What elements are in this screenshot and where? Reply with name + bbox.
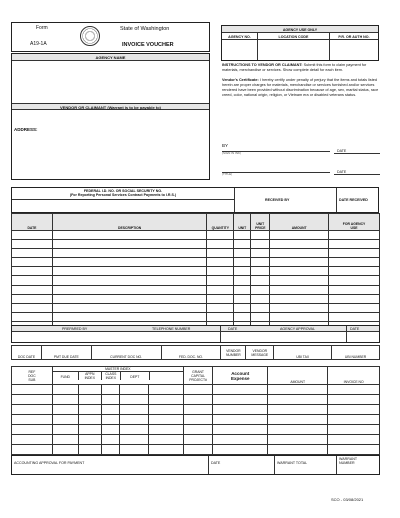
coding-cell[interactable] xyxy=(78,405,101,415)
line-item-cell[interactable] xyxy=(52,312,207,321)
title-label: (TITLE) xyxy=(222,172,233,176)
line-item-cell[interactable] xyxy=(52,240,207,249)
line-item-cell[interactable] xyxy=(329,249,380,258)
line-item-cell[interactable] xyxy=(12,285,53,294)
vendor-label: VENDOR OR CLAIMANT (Warrant is to be payable to) xyxy=(12,103,209,110)
coding-cell[interactable] xyxy=(213,445,268,455)
title-date-label: DATE xyxy=(337,170,347,174)
coding-cell[interactable] xyxy=(268,435,328,445)
coding-cell[interactable] xyxy=(101,435,120,445)
line-item-row xyxy=(12,231,380,240)
agency-no-field[interactable] xyxy=(222,40,258,60)
line-item-cell[interactable] xyxy=(12,312,53,321)
line-item-cell[interactable] xyxy=(207,294,234,303)
certificate-text: I hereby certify under penalty of perjury that the items and totals listed herein are proper charges for materials, merchandise or services furnished and/or services rendered have been provided without discrimination because of age, sex, marital status, race creed, color, national origin, religion, or Vietnam era or disabled veterans status. xyxy=(222,77,379,97)
line-item-cell[interactable] xyxy=(234,267,251,276)
line-item-cell[interactable] xyxy=(52,258,207,267)
line-item-cell[interactable] xyxy=(234,249,251,258)
line-item-cell[interactable] xyxy=(270,258,329,267)
coding-cell[interactable] xyxy=(120,415,149,425)
line-item-cell[interactable] xyxy=(52,267,207,276)
ubi-tax-label: UBI TAX xyxy=(274,346,332,360)
line-item-cell[interactable] xyxy=(234,285,251,294)
signature-date-label: DATE xyxy=(337,149,347,153)
certificate-heading: Vendor's Certificate: xyxy=(222,77,259,82)
coding-cell[interactable] xyxy=(183,395,213,405)
line-item-row xyxy=(12,267,380,276)
coding-cell[interactable] xyxy=(183,405,213,415)
coding-cell[interactable] xyxy=(149,415,183,425)
coding-row xyxy=(12,425,380,435)
coding-row xyxy=(12,415,380,425)
coding-cell[interactable] xyxy=(78,395,101,405)
coding-cell[interactable] xyxy=(213,425,268,435)
coding-cell[interactable] xyxy=(52,405,78,415)
telephone-label: TELEPHONE NUMBER xyxy=(152,327,191,331)
line-item-row xyxy=(12,240,380,249)
coding-cell[interactable] xyxy=(213,385,268,395)
line-item-cell[interactable] xyxy=(207,249,234,258)
coding-cell[interactable] xyxy=(120,385,149,395)
coding-cell[interactable] xyxy=(328,415,380,425)
doc-date-label: DOC DATE xyxy=(12,346,42,360)
coding-cell[interactable] xyxy=(328,425,380,435)
line-item-cell[interactable] xyxy=(52,249,207,258)
line-item-cell[interactable] xyxy=(329,294,380,303)
coding-cell[interactable] xyxy=(101,445,120,455)
state-name: State of Washington xyxy=(120,26,170,32)
coding-cell[interactable] xyxy=(183,435,213,445)
coding-cell[interactable] xyxy=(149,385,183,395)
line-item-cell[interactable] xyxy=(12,258,53,267)
grant-project-header: GRANT CAPITAL PROJECT# xyxy=(183,367,213,385)
coding-cell[interactable] xyxy=(52,415,78,425)
form-label: Form xyxy=(36,25,48,31)
line-item-cell[interactable] xyxy=(207,285,234,294)
coding-cell[interactable] xyxy=(149,405,183,415)
coding-cell[interactable] xyxy=(12,445,53,455)
coding-row xyxy=(12,445,380,455)
line-item-row xyxy=(12,294,380,303)
agency-approval-field[interactable] xyxy=(221,332,346,342)
coding-cell[interactable] xyxy=(120,445,149,455)
fed-id-label: FEDERAL I.D. NO. OR SOCIAL SECURITY NO. (For Reporting Personal Services Contract Payments to I.R.S.) xyxy=(69,189,177,198)
coding-cell[interactable] xyxy=(268,445,328,455)
footer-row xyxy=(11,455,380,475)
form-number: A19-1A xyxy=(30,41,47,47)
coding-cell[interactable] xyxy=(328,395,380,405)
quantity-header: QUANTITY xyxy=(207,214,234,231)
line-item-cell[interactable] xyxy=(329,231,380,240)
line-item-cell[interactable] xyxy=(329,276,380,285)
ubi-number-label: UBI NUMBER xyxy=(332,346,380,360)
form-header xyxy=(11,22,210,52)
line-item-cell[interactable] xyxy=(12,276,53,285)
line-item-cell[interactable] xyxy=(52,303,207,312)
fed-doc-label: FED. DOC. NO. xyxy=(161,346,221,360)
agency-no-label: AGENCY NO. xyxy=(222,33,258,40)
warrant-total-label: WARRANT TOTAL xyxy=(277,461,308,465)
coding-cell[interactable] xyxy=(52,395,78,405)
line-item-cell[interactable] xyxy=(234,312,251,321)
coding-cell[interactable] xyxy=(78,415,101,425)
coding-cell[interactable] xyxy=(101,415,120,425)
coding-body xyxy=(12,385,380,455)
line-item-cell[interactable] xyxy=(251,285,270,294)
coding-cell[interactable] xyxy=(328,435,380,445)
agency-name-label: AGENCY NAME xyxy=(12,54,209,61)
coding-cell[interactable] xyxy=(268,425,328,435)
line-items-body xyxy=(12,231,380,331)
coding-cell[interactable] xyxy=(183,425,213,435)
coding-cell[interactable] xyxy=(101,385,120,395)
line-item-cell[interactable] xyxy=(270,240,329,249)
amount-header: AMOUNT xyxy=(270,214,329,231)
line-item-cell[interactable] xyxy=(270,267,329,276)
line-item-cell[interactable] xyxy=(52,285,207,294)
line-item-cell[interactable] xyxy=(329,285,380,294)
line-item-cell[interactable] xyxy=(270,285,329,294)
coding-cell[interactable] xyxy=(101,425,120,435)
address-field[interactable] xyxy=(34,114,208,178)
revision-label: SCO - 03/08/2021 xyxy=(331,497,364,502)
form-title: INVOICE VOUCHER xyxy=(122,42,174,48)
line-item-cell[interactable] xyxy=(329,258,380,267)
coding-cell[interactable] xyxy=(12,405,53,415)
line-item-cell[interactable] xyxy=(329,303,380,312)
coding-cell[interactable] xyxy=(183,385,213,395)
line-item-cell[interactable] xyxy=(251,249,270,258)
footer-date-label: DATE xyxy=(211,461,221,465)
line-item-cell[interactable] xyxy=(234,258,251,267)
line-item-row xyxy=(12,312,380,321)
ref-doc-header: REF DOC SUB xyxy=(12,367,53,385)
line-item-cell[interactable] xyxy=(251,231,270,240)
line-item-cell[interactable] xyxy=(251,294,270,303)
coding-cell[interactable] xyxy=(268,385,328,395)
description-header: DESCRIPTION xyxy=(52,214,207,231)
line-item-cell[interactable] xyxy=(234,294,251,303)
accounting-approval-label: ACCOUNTING APPROVAL FOR PAYMENT xyxy=(14,461,85,465)
accounting-approval-field[interactable] xyxy=(12,456,208,474)
line-item-cell[interactable] xyxy=(329,267,380,276)
line-item-row xyxy=(12,285,380,294)
coding-cell[interactable] xyxy=(268,415,328,425)
received-by-label: RECEIVED BY xyxy=(265,198,290,202)
master-index-header: MASTER INDEX xyxy=(53,367,183,372)
line-item-cell[interactable] xyxy=(207,240,234,249)
coding-cell[interactable] xyxy=(12,425,53,435)
line-item-cell[interactable] xyxy=(207,303,234,312)
line-item-cell[interactable] xyxy=(12,231,53,240)
line-item-cell[interactable] xyxy=(251,258,270,267)
coding-cell[interactable] xyxy=(328,445,380,455)
coding-cell[interactable] xyxy=(213,395,268,405)
coding-cell[interactable] xyxy=(120,425,149,435)
prepared-by-label: PREPARED BY xyxy=(62,327,88,331)
coding-cell[interactable] xyxy=(120,435,149,445)
fund-header: FUND xyxy=(60,375,70,379)
coding-cell[interactable] xyxy=(78,425,101,435)
current-doc-label: CURRENT DOC NO. xyxy=(91,346,161,360)
line-items-table xyxy=(11,213,380,331)
coding-cell[interactable] xyxy=(328,405,380,415)
line-item-cell[interactable] xyxy=(12,249,53,258)
coding-cell[interactable] xyxy=(12,395,53,405)
line-item-cell[interactable] xyxy=(234,231,251,240)
invoice-no-header: INVOICE NO xyxy=(328,367,380,385)
line-item-cell[interactable] xyxy=(12,267,53,276)
line-item-cell[interactable] xyxy=(270,231,329,240)
coding-cell[interactable] xyxy=(120,405,149,415)
fed-id-box xyxy=(11,187,379,213)
coding-cell[interactable] xyxy=(149,425,183,435)
instructions-block xyxy=(222,63,380,98)
agency-use-box xyxy=(221,25,379,61)
approval-date-label: DATE xyxy=(228,327,238,331)
line-item-cell[interactable] xyxy=(207,312,234,321)
auth-no-label: P.R. OR AUTH NO. xyxy=(330,33,378,40)
line-item-cell[interactable] xyxy=(251,240,270,249)
line-item-cell[interactable] xyxy=(207,231,234,240)
date-header: DATE xyxy=(12,214,53,231)
vendor-number-label: VENDOR NUMBER xyxy=(221,346,246,360)
line-item-cell[interactable] xyxy=(251,276,270,285)
warrant-number-label: WARRANT NUMBER xyxy=(339,457,358,466)
auth-no-field[interactable] xyxy=(330,40,378,60)
vendor-message-label: VENDOR MESSAGE xyxy=(246,346,274,360)
coding-cell[interactable] xyxy=(149,435,183,445)
instructions-heading: INSTRUCTIONS TO VENDOR OR CLAIMANT: xyxy=(222,63,303,67)
coding-cell[interactable] xyxy=(268,395,328,405)
line-item-row xyxy=(12,249,380,258)
sign-in-ink-label: (SIGN IN INK) xyxy=(222,151,242,155)
coding-cell[interactable] xyxy=(101,395,120,405)
line-item-cell[interactable] xyxy=(52,276,207,285)
date-received-label: DATE RECEIVED xyxy=(339,198,368,202)
coding-row xyxy=(12,385,380,395)
coding-amount-header: AMOUNT xyxy=(268,367,328,385)
coding-cell[interactable] xyxy=(149,395,183,405)
pmt-due-label: PMT DUE DATE xyxy=(41,346,91,360)
instructions-text: Submit this form to claim payment for materials, merchandise or services. Show complete detail for each item. xyxy=(222,63,367,72)
account-expense-header: Account Expense xyxy=(213,367,268,385)
appn-index-header: APPN INDEX xyxy=(78,372,101,380)
coding-cell[interactable] xyxy=(78,435,101,445)
line-item-cell[interactable] xyxy=(270,303,329,312)
vendor-box xyxy=(11,53,210,180)
agency-name-field[interactable] xyxy=(12,61,209,103)
coding-cell[interactable] xyxy=(328,385,380,395)
coding-cell[interactable] xyxy=(101,405,120,415)
title-date-field[interactable] xyxy=(334,174,380,175)
by-label: BY xyxy=(222,143,229,148)
title-field[interactable] xyxy=(222,169,330,173)
line-item-row xyxy=(12,276,380,285)
state-seal-icon xyxy=(80,26,100,46)
line-item-cell[interactable] xyxy=(207,267,234,276)
line-item-cell[interactable] xyxy=(234,303,251,312)
coding-table xyxy=(11,366,380,455)
coding-cell[interactable] xyxy=(52,385,78,395)
coding-cell[interactable] xyxy=(183,415,213,425)
line-item-row xyxy=(12,303,380,312)
line-item-cell[interactable] xyxy=(270,294,329,303)
line-item-cell[interactable] xyxy=(234,276,251,285)
line-item-cell[interactable] xyxy=(270,276,329,285)
fed-id-field[interactable] xyxy=(12,199,234,212)
coding-row xyxy=(12,435,380,445)
signature-date-field[interactable] xyxy=(334,153,380,154)
line-item-cell[interactable] xyxy=(52,294,207,303)
approval-date2-label: DATE xyxy=(350,327,360,331)
coding-cell[interactable] xyxy=(52,445,78,455)
line-item-cell[interactable] xyxy=(270,312,329,321)
line-item-row xyxy=(12,258,380,267)
agency-approval-label: AGENCY APPROVAL xyxy=(280,327,316,331)
agency-use-title: AGENCY USE ONLY xyxy=(222,26,378,33)
line-item-cell[interactable] xyxy=(329,240,380,249)
coding-cell[interactable] xyxy=(213,415,268,425)
unit-price-header: UNIT PRICE xyxy=(251,214,270,231)
coding-cell[interactable] xyxy=(52,435,78,445)
line-item-cell[interactable] xyxy=(207,276,234,285)
coding-cell[interactable] xyxy=(268,405,328,415)
coding-row xyxy=(12,405,380,415)
dept-header: DEPT xyxy=(120,372,149,380)
coding-cell[interactable] xyxy=(213,435,268,445)
coding-cell[interactable] xyxy=(12,385,53,395)
coding-cell[interactable] xyxy=(120,395,149,405)
coding-cell[interactable] xyxy=(183,445,213,455)
agency-use-header: FOR AGENCY USE xyxy=(329,214,380,231)
line-item-cell[interactable] xyxy=(207,258,234,267)
unit-header: UNIT xyxy=(234,214,251,231)
line-item-cell[interactable] xyxy=(251,267,270,276)
location-code-field[interactable] xyxy=(258,40,330,60)
coding-cell[interactable] xyxy=(12,415,53,425)
line-item-cell[interactable] xyxy=(52,231,207,240)
coding-cell[interactable] xyxy=(149,445,183,455)
line-item-cell[interactable] xyxy=(12,240,53,249)
location-code-label: LOCATION CODE xyxy=(258,33,330,40)
address-label: ADDRESS: xyxy=(14,127,38,132)
prepared-by-field[interactable] xyxy=(12,332,220,342)
coding-row xyxy=(12,395,380,405)
coding-cell[interactable] xyxy=(52,425,78,435)
class-index-header: CLASS INDEX xyxy=(101,372,120,380)
line-item-cell[interactable] xyxy=(329,312,380,321)
approval-row xyxy=(11,325,380,343)
line-item-cell[interactable] xyxy=(251,303,270,312)
coding-cell[interactable] xyxy=(78,445,101,455)
line-item-cell[interactable] xyxy=(12,294,53,303)
coding-cell[interactable] xyxy=(78,385,101,395)
coding-cell[interactable] xyxy=(12,435,53,445)
line-item-cell[interactable] xyxy=(270,249,329,258)
line-item-cell[interactable] xyxy=(251,312,270,321)
coding-cell[interactable] xyxy=(213,405,268,415)
line-item-cell[interactable] xyxy=(234,240,251,249)
doc-row-table xyxy=(11,345,380,360)
line-item-cell[interactable] xyxy=(12,303,53,312)
